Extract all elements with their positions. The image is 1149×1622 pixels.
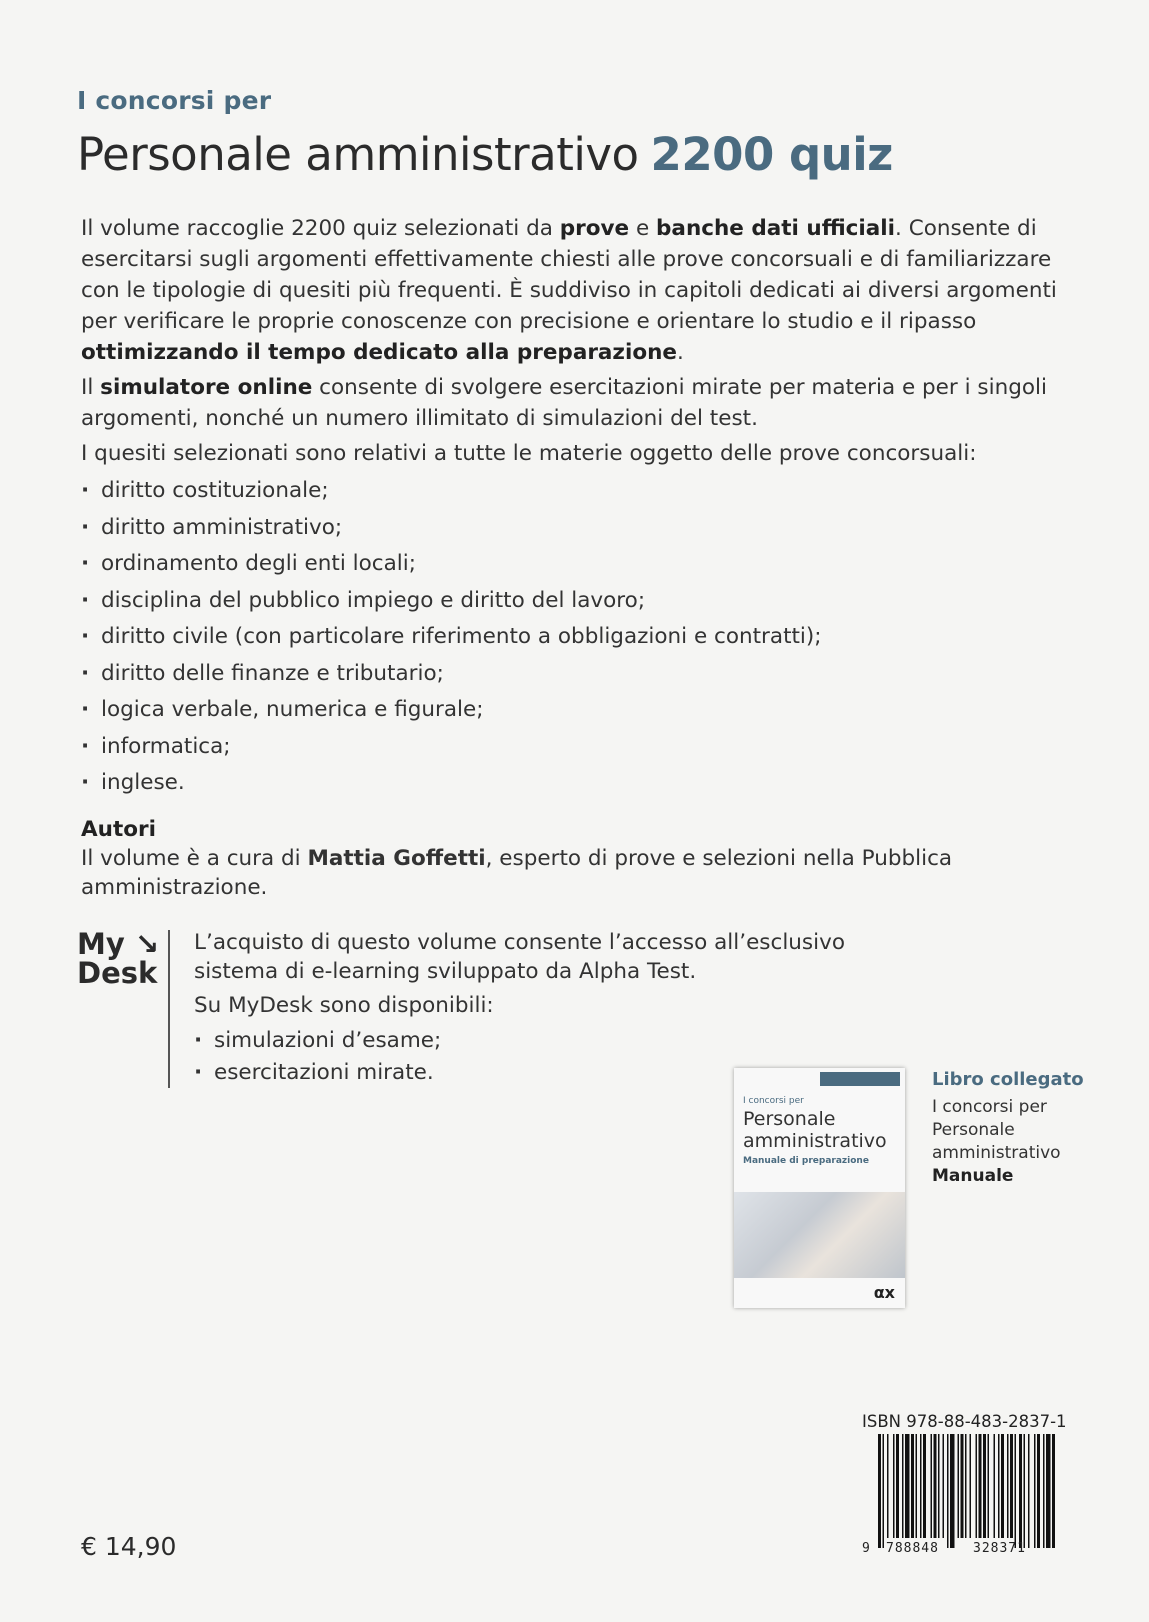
barcode-bar [911,1434,914,1538]
isbn: ISBN 978-88-483-2837-1 [862,1412,1067,1431]
description-p1 [81,213,1071,368]
barcode-digit-group2: 328371 [973,1541,1026,1556]
title-accent: 2200 quiz [650,128,893,181]
barcode-bar [1052,1434,1055,1548]
barcode-bar [970,1434,972,1538]
mydesk-item: · simulazioni d’esame; [194,1025,894,1057]
barcode-bar [896,1434,899,1538]
barcode-bar [1046,1434,1051,1548]
barcode-bar [988,1434,990,1538]
barcode-bar [1034,1434,1036,1548]
authors-run-bold: Mattia Goffetti [307,846,486,871]
description-run-text: . [676,340,684,365]
description-run-bold: simulatore online [100,375,313,400]
topic-item: · inglese. [81,765,1071,802]
publisher-logo: αx [873,1283,895,1302]
barcode-bar [976,1434,978,1538]
barcode-bar [950,1434,955,1548]
barcode-bar [883,1434,885,1548]
topic-item: · logica verbale, numerica e figurale; [81,692,1071,729]
barcode-bar [893,1434,895,1538]
authors-text [81,844,1071,902]
barcode-bar [1043,1434,1045,1548]
mydesk-available: Su MyDesk sono disponibili: [194,993,494,1018]
description [81,213,1071,802]
topic-item: · diritto costituzionale; [81,473,1071,510]
barcode-bar [934,1434,937,1538]
related-book-info [932,1068,1112,1188]
description-run-text: . Consente di esercitarsi sugli argomenti effettivamente chiesti alle prove concorsuali e di familiarizzare con le tipologie di quesiti più frequenti. È suddiviso in capitoli dedicati ai diversi argomenti per verificare le proprie conoscenze con precisione e orientare lo studio e il ripasso [81,216,1057,334]
mydesk-divider [168,930,170,1088]
mydesk-logo [77,927,160,990]
barcode-bar [965,1434,967,1538]
book-title [77,128,893,181]
topic-item: · disciplina del pubblico impiego e diritto del lavoro; [81,583,1071,620]
description-run-text: consente di svolgere esercitazioni mirate per materia e per i singoli argomenti, nonché un numero illimitato di simulazioni del test. [81,375,1047,431]
topic-item: · diritto amministrativo; [81,510,1071,547]
cover-photo [734,1192,905,1278]
barcode-bar [943,1434,945,1538]
barcode-bar [938,1434,940,1538]
barcode-bar [1010,1434,1013,1538]
authors-section [81,815,1071,902]
description-run-bold: ottimizzando il tempo dedicato alla preparazione [81,340,677,365]
barcode-bar [1015,1434,1017,1548]
cover-band [820,1072,900,1086]
mydesk-intro: L’acquisto di questo volume consente l’accesso all’esclusivo sistema di e-learning sviluppato da Alpha Test. [194,930,845,984]
barcode-bar [979,1434,982,1538]
description-run-text: Il volume raccoglie 2200 quiz selezionati da [81,216,560,241]
mydesk-logo-line1: My ↘ [77,927,160,961]
cover-subtitle: Manuale di preparazione [743,1156,869,1166]
cover-series: I concorsi per [743,1096,804,1106]
barcode-bar [947,1434,949,1548]
barcode-bar [920,1434,922,1538]
price: € 14,90 [81,1532,177,1561]
description-run-text: Il [81,375,101,400]
barcode-bar [931,1434,933,1538]
authors-run-text: Il volume è a cura di [81,846,308,871]
barcode-bar [1037,1434,1040,1548]
topic-item: · informatica; [81,729,1071,766]
cover-title: Personale amministrativo [743,1108,887,1152]
topics-list [81,473,1071,802]
topic-item: · ordinamento degli enti locali; [81,546,1071,583]
description-run-bold: prove [559,216,630,241]
barcode-bar [998,1434,1000,1538]
barcode-bar [1019,1434,1022,1548]
barcode-digit-group1: 788848 [886,1541,939,1556]
mydesk-info [194,928,894,1089]
related-book-label: Libro collegato [932,1069,1084,1090]
barcode-bar [916,1434,918,1538]
barcode-bar [1024,1434,1026,1548]
series-label: I concorsi per [77,86,272,115]
mydesk-logo-line2: Desk [77,956,158,990]
barcode-bar [961,1434,964,1538]
related-book-name: I concorsi per Personale amministrativo [932,1097,1061,1163]
authors-run-text: , esperto di prove e selezioni nella Pubblica amministrazione. [81,846,953,900]
barcode-bar [1007,1434,1009,1538]
barcode-bar [983,1434,986,1538]
barcode-digit-first: 9 [862,1541,870,1556]
barcode-bar [1028,1434,1030,1548]
description-p3: I quesiti selezionati sono relativi a tutte le materie oggetto delle prove concorsuali: [81,441,977,466]
barcode-bar [994,1434,996,1538]
topic-item: · diritto delle finanze e tributario; [81,656,1071,693]
topic-item: · diritto civile (con particolare riferimento a obbligazioni e contratti); [81,619,1071,656]
barcode-bar [887,1434,889,1538]
authors-heading: Autori [81,817,156,842]
barcode-bar [958,1434,960,1538]
barcode-bar [905,1434,910,1538]
mydesk-item: · esercitazioni mirate. [194,1057,894,1089]
barcode-bar [923,1434,926,1538]
related-book-cover [734,1068,905,1308]
description-run-text: e [629,216,657,241]
barcode [878,1434,1055,1554]
barcode-bar [1001,1434,1004,1538]
description-p2 [81,372,1071,434]
title-main: Personale amministrativo [77,128,639,181]
description-run-bold: banche dati ufficiali [656,216,896,241]
barcode-bar [902,1434,904,1538]
barcode-bar [878,1434,881,1548]
related-book-edition: Manuale [932,1166,1014,1186]
